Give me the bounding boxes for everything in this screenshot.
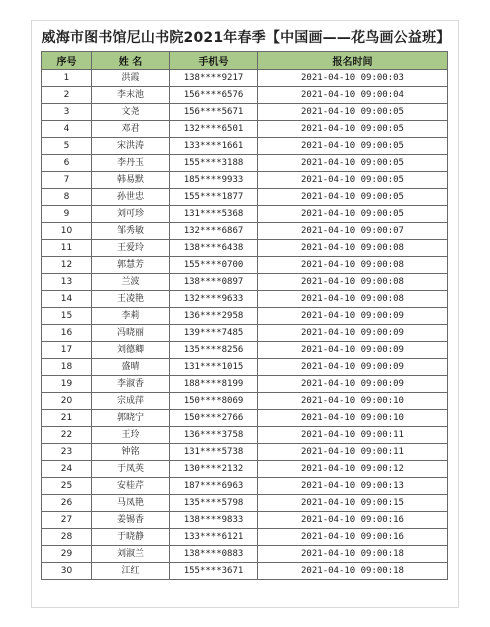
table-header-row [42,52,448,70]
document-title: 威海市图书馆尼山书院2021年春季【中国画——花鸟画公益班】 [41,30,451,46]
cell-phone: 155****0700 [170,257,258,274]
table-row [42,461,448,478]
table-row [42,206,448,223]
table-row [42,393,448,410]
cell-phone: 138****9833 [170,512,258,529]
cell-phone: 131****1015 [170,359,258,376]
cell-number: 25 [42,478,92,495]
table-row [42,308,448,325]
cell-phone: 133****1661 [170,138,258,155]
cell-registration-time: 2021-04-10 09:00:15 [258,495,448,512]
cell-number: 28 [42,529,92,546]
cell-registration-time: 2021-04-10 09:00:05 [258,121,448,138]
cell-number: 5 [42,138,92,155]
table-row [42,155,448,172]
table-row [42,104,448,121]
cell-registration-time: 2021-04-10 09:00:12 [258,461,448,478]
header-number: 序号 [42,52,92,70]
table-body [42,70,448,580]
cell-registration-time: 2021-04-10 09:00:16 [258,529,448,546]
cell-phone: 135****8256 [170,342,258,359]
cell-registration-time: 2021-04-10 09:00:16 [258,512,448,529]
cell-registration-time: 2021-04-10 09:00:03 [258,70,448,87]
cell-registration-time: 2021-04-10 09:00:05 [258,189,448,206]
table-row [42,376,448,393]
cell-phone: 155****1877 [170,189,258,206]
cell-phone: 136****2958 [170,308,258,325]
cell-name: 韩易默 [92,172,170,189]
cell-registration-time: 2021-04-10 09:00:05 [258,104,448,121]
table-row [42,478,448,495]
cell-number: 24 [42,461,92,478]
table-row [42,121,448,138]
header-phone: 手机号 [170,52,258,70]
cell-name: 郭晓宁 [92,410,170,427]
cell-phone: 150****2766 [170,410,258,427]
table-row [42,240,448,257]
table-row [42,257,448,274]
cell-name: 江红 [92,563,170,580]
cell-phone: 131****5368 [170,206,258,223]
cell-number: 6 [42,155,92,172]
cell-registration-time: 2021-04-10 09:00:08 [258,291,448,308]
cell-name: 宋洪涛 [92,138,170,155]
cell-phone: 132****9633 [170,291,258,308]
cell-number: 29 [42,546,92,563]
cell-number: 3 [42,104,92,121]
table-row [42,410,448,427]
cell-name: 王凌艳 [92,291,170,308]
table-row [42,563,448,580]
cell-number: 14 [42,291,92,308]
cell-registration-time: 2021-04-10 09:00:09 [258,342,448,359]
cell-registration-time: 2021-04-10 09:00:05 [258,138,448,155]
cell-phone: 150****8069 [170,393,258,410]
cell-phone: 188****8199 [170,376,258,393]
cell-phone: 138****0883 [170,546,258,563]
cell-name: 于凤英 [92,461,170,478]
document-sheet [31,20,459,608]
table-row [42,274,448,291]
cell-registration-time: 2021-04-10 09:00:08 [258,240,448,257]
cell-name: 姜锡香 [92,512,170,529]
cell-number: 10 [42,223,92,240]
table-row [42,444,448,461]
cell-name: 冯晓丽 [92,325,170,342]
cell-phone: 187****6963 [170,478,258,495]
cell-name: 刘可珍 [92,206,170,223]
table-row [42,70,448,87]
cell-number: 21 [42,410,92,427]
cell-number: 15 [42,308,92,325]
cell-registration-time: 2021-04-10 09:00:04 [258,87,448,104]
cell-name: 盛晴 [92,359,170,376]
cell-name: 刘淑兰 [92,546,170,563]
cell-name: 刘德卿 [92,342,170,359]
cell-number: 26 [42,495,92,512]
cell-phone: 136****3758 [170,427,258,444]
cell-name: 李末池 [92,87,170,104]
cell-name: 安桂芹 [92,478,170,495]
table-row [42,427,448,444]
cell-phone: 133****6121 [170,529,258,546]
cell-phone: 156****5671 [170,104,258,121]
header-name: 姓 名 [92,52,170,70]
cell-phone: 132****6867 [170,223,258,240]
table-row [42,189,448,206]
table-row [42,325,448,342]
cell-number: 7 [42,172,92,189]
cell-registration-time: 2021-04-10 09:00:18 [258,546,448,563]
cell-registration-time: 2021-04-10 09:00:07 [258,223,448,240]
table-row [42,223,448,240]
table-row [42,546,448,563]
cell-number: 2 [42,87,92,104]
cell-number: 19 [42,376,92,393]
cell-name: 马凤艳 [92,495,170,512]
cell-registration-time: 2021-04-10 09:00:05 [258,206,448,223]
cell-name: 王玲 [92,427,170,444]
table-row [42,87,448,104]
cell-phone: 156****6576 [170,87,258,104]
cell-name: 孙世忠 [92,189,170,206]
cell-registration-time: 2021-04-10 09:00:11 [258,427,448,444]
cell-name: 李淑香 [92,376,170,393]
cell-registration-time: 2021-04-10 09:00:05 [258,155,448,172]
cell-registration-time: 2021-04-10 09:00:10 [258,393,448,410]
cell-phone: 139****7485 [170,325,258,342]
cell-phone: 135****5798 [170,495,258,512]
cell-registration-time: 2021-04-10 09:00:09 [258,325,448,342]
cell-registration-time: 2021-04-10 09:00:08 [258,257,448,274]
cell-number: 20 [42,393,92,410]
cell-number: 23 [42,444,92,461]
cell-phone: 131****5738 [170,444,258,461]
cell-name: 邓君 [92,121,170,138]
cell-phone: 138****9217 [170,70,258,87]
cell-phone: 132****6501 [170,121,258,138]
cell-name: 王爱玲 [92,240,170,257]
cell-name: 兰波 [92,274,170,291]
cell-registration-time: 2021-04-10 09:00:11 [258,444,448,461]
cell-name: 宗成萍 [92,393,170,410]
cell-name: 李莉 [92,308,170,325]
cell-number: 27 [42,512,92,529]
cell-name: 邹秀敏 [92,223,170,240]
cell-phone: 138****0897 [170,274,258,291]
cell-phone: 130****2132 [170,461,258,478]
cell-registration-time: 2021-04-10 09:00:13 [258,478,448,495]
cell-name: 于晓静 [92,529,170,546]
cell-registration-time: 2021-04-10 09:00:10 [258,410,448,427]
header-registration-time: 报名时间 [258,52,448,70]
table-row [42,172,448,189]
cell-number: 12 [42,257,92,274]
cell-number: 16 [42,325,92,342]
cell-registration-time: 2021-04-10 09:00:05 [258,172,448,189]
cell-number: 1 [42,70,92,87]
cell-number: 18 [42,359,92,376]
cell-registration-time: 2021-04-10 09:00:08 [258,274,448,291]
table-row [42,529,448,546]
cell-number: 17 [42,342,92,359]
cell-name: 文尧 [92,104,170,121]
cell-name: 李丹玉 [92,155,170,172]
table-row [42,291,448,308]
cell-phone: 155****3671 [170,563,258,580]
cell-name: 郭慧芳 [92,257,170,274]
cell-phone: 155****3188 [170,155,258,172]
cell-number: 4 [42,121,92,138]
cell-registration-time: 2021-04-10 09:00:18 [258,563,448,580]
cell-number: 9 [42,206,92,223]
registration-table [41,51,448,580]
table-row [42,138,448,155]
cell-name: 洪霞 [92,70,170,87]
cell-phone: 185****9933 [170,172,258,189]
cell-registration-time: 2021-04-10 09:00:09 [258,308,448,325]
cell-number: 13 [42,274,92,291]
cell-number: 22 [42,427,92,444]
cell-phone: 138****6438 [170,240,258,257]
table-row [42,342,448,359]
table-row [42,359,448,376]
table-row [42,495,448,512]
cell-name: 钟铭 [92,444,170,461]
table-row [42,512,448,529]
cell-number: 11 [42,240,92,257]
cell-registration-time: 2021-04-10 09:00:09 [258,359,448,376]
cell-number: 8 [42,189,92,206]
cell-number: 30 [42,563,92,580]
cell-registration-time: 2021-04-10 09:00:09 [258,376,448,393]
